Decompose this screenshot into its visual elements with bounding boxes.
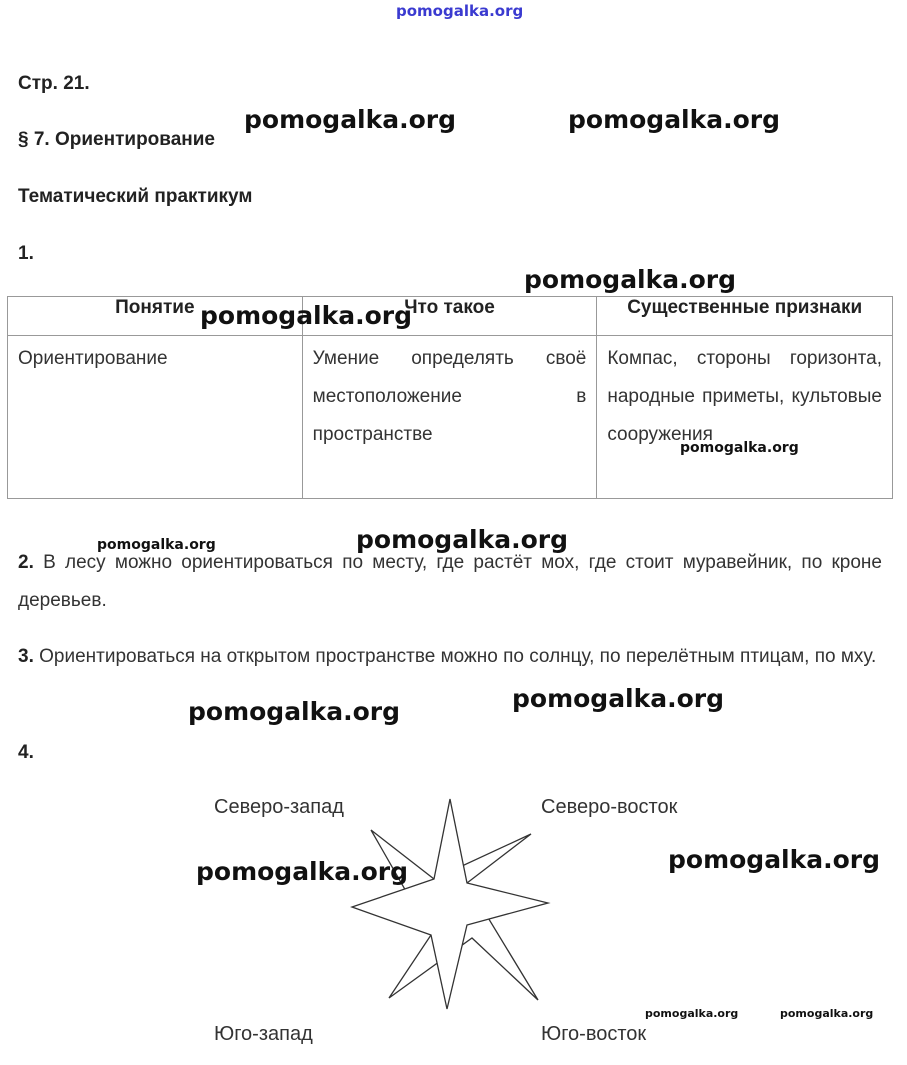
- direction-northeast: Северо-восток: [541, 796, 678, 818]
- table-header-cell: Существенные признаки: [597, 297, 893, 336]
- practicum-title: Тематический практикум: [18, 186, 253, 207]
- watermark-top: pomogalka.org: [396, 2, 524, 20]
- watermark: pomogalka.org: [356, 525, 569, 554]
- task-2-number: 2.: [18, 552, 34, 573]
- watermark: pomogalka.org: [512, 684, 725, 713]
- task-3-number: 3.: [18, 646, 34, 667]
- watermark: pomogalka.org: [244, 105, 457, 134]
- watermark: pomogalka.org: [645, 1007, 739, 1020]
- page-reference: Стр. 21.: [18, 73, 90, 94]
- direction-southwest: Юго-запад: [214, 1023, 313, 1045]
- watermark: pomogalka.org: [200, 301, 413, 330]
- watermark: pomogalka.org: [524, 265, 737, 294]
- table-cell-features: Компас, стороны горизонта, народные приметы, культовые сооружения: [597, 336, 893, 499]
- watermark: pomogalka.org: [188, 697, 401, 726]
- task-1-number: 1.: [18, 243, 34, 264]
- task-4-number: 4.: [18, 742, 34, 763]
- task-2-text: В лесу можно ориентироваться по месту, где растёт мох, где стоит муравейник, по кроне деревьев.: [18, 552, 882, 611]
- task-3-text: Ориентироваться на открытом пространстве можно по солнцу, по перелётным птицам, по мху.: [39, 646, 877, 667]
- watermark: pomogalka.org: [668, 845, 881, 874]
- watermark: pomogalka.org: [568, 105, 781, 134]
- watermark: pomogalka.org: [780, 1007, 874, 1020]
- table-header-cell: Понятие: [8, 297, 303, 336]
- watermark: pomogalka.org: [196, 857, 409, 886]
- section-title: § 7. Ориентирование: [18, 129, 215, 150]
- table-cell-definition: Умение определять своё местоположение в пространстве: [302, 336, 597, 499]
- table-cell-concept: Ориентирование: [8, 336, 303, 499]
- direction-northwest: Северо-запад: [214, 796, 344, 818]
- table-header-cell: Что такое: [302, 297, 597, 336]
- watermark: pomogalka.org: [680, 440, 799, 456]
- direction-southeast: Юго-восток: [541, 1023, 647, 1045]
- watermark: pomogalka.org: [97, 537, 216, 553]
